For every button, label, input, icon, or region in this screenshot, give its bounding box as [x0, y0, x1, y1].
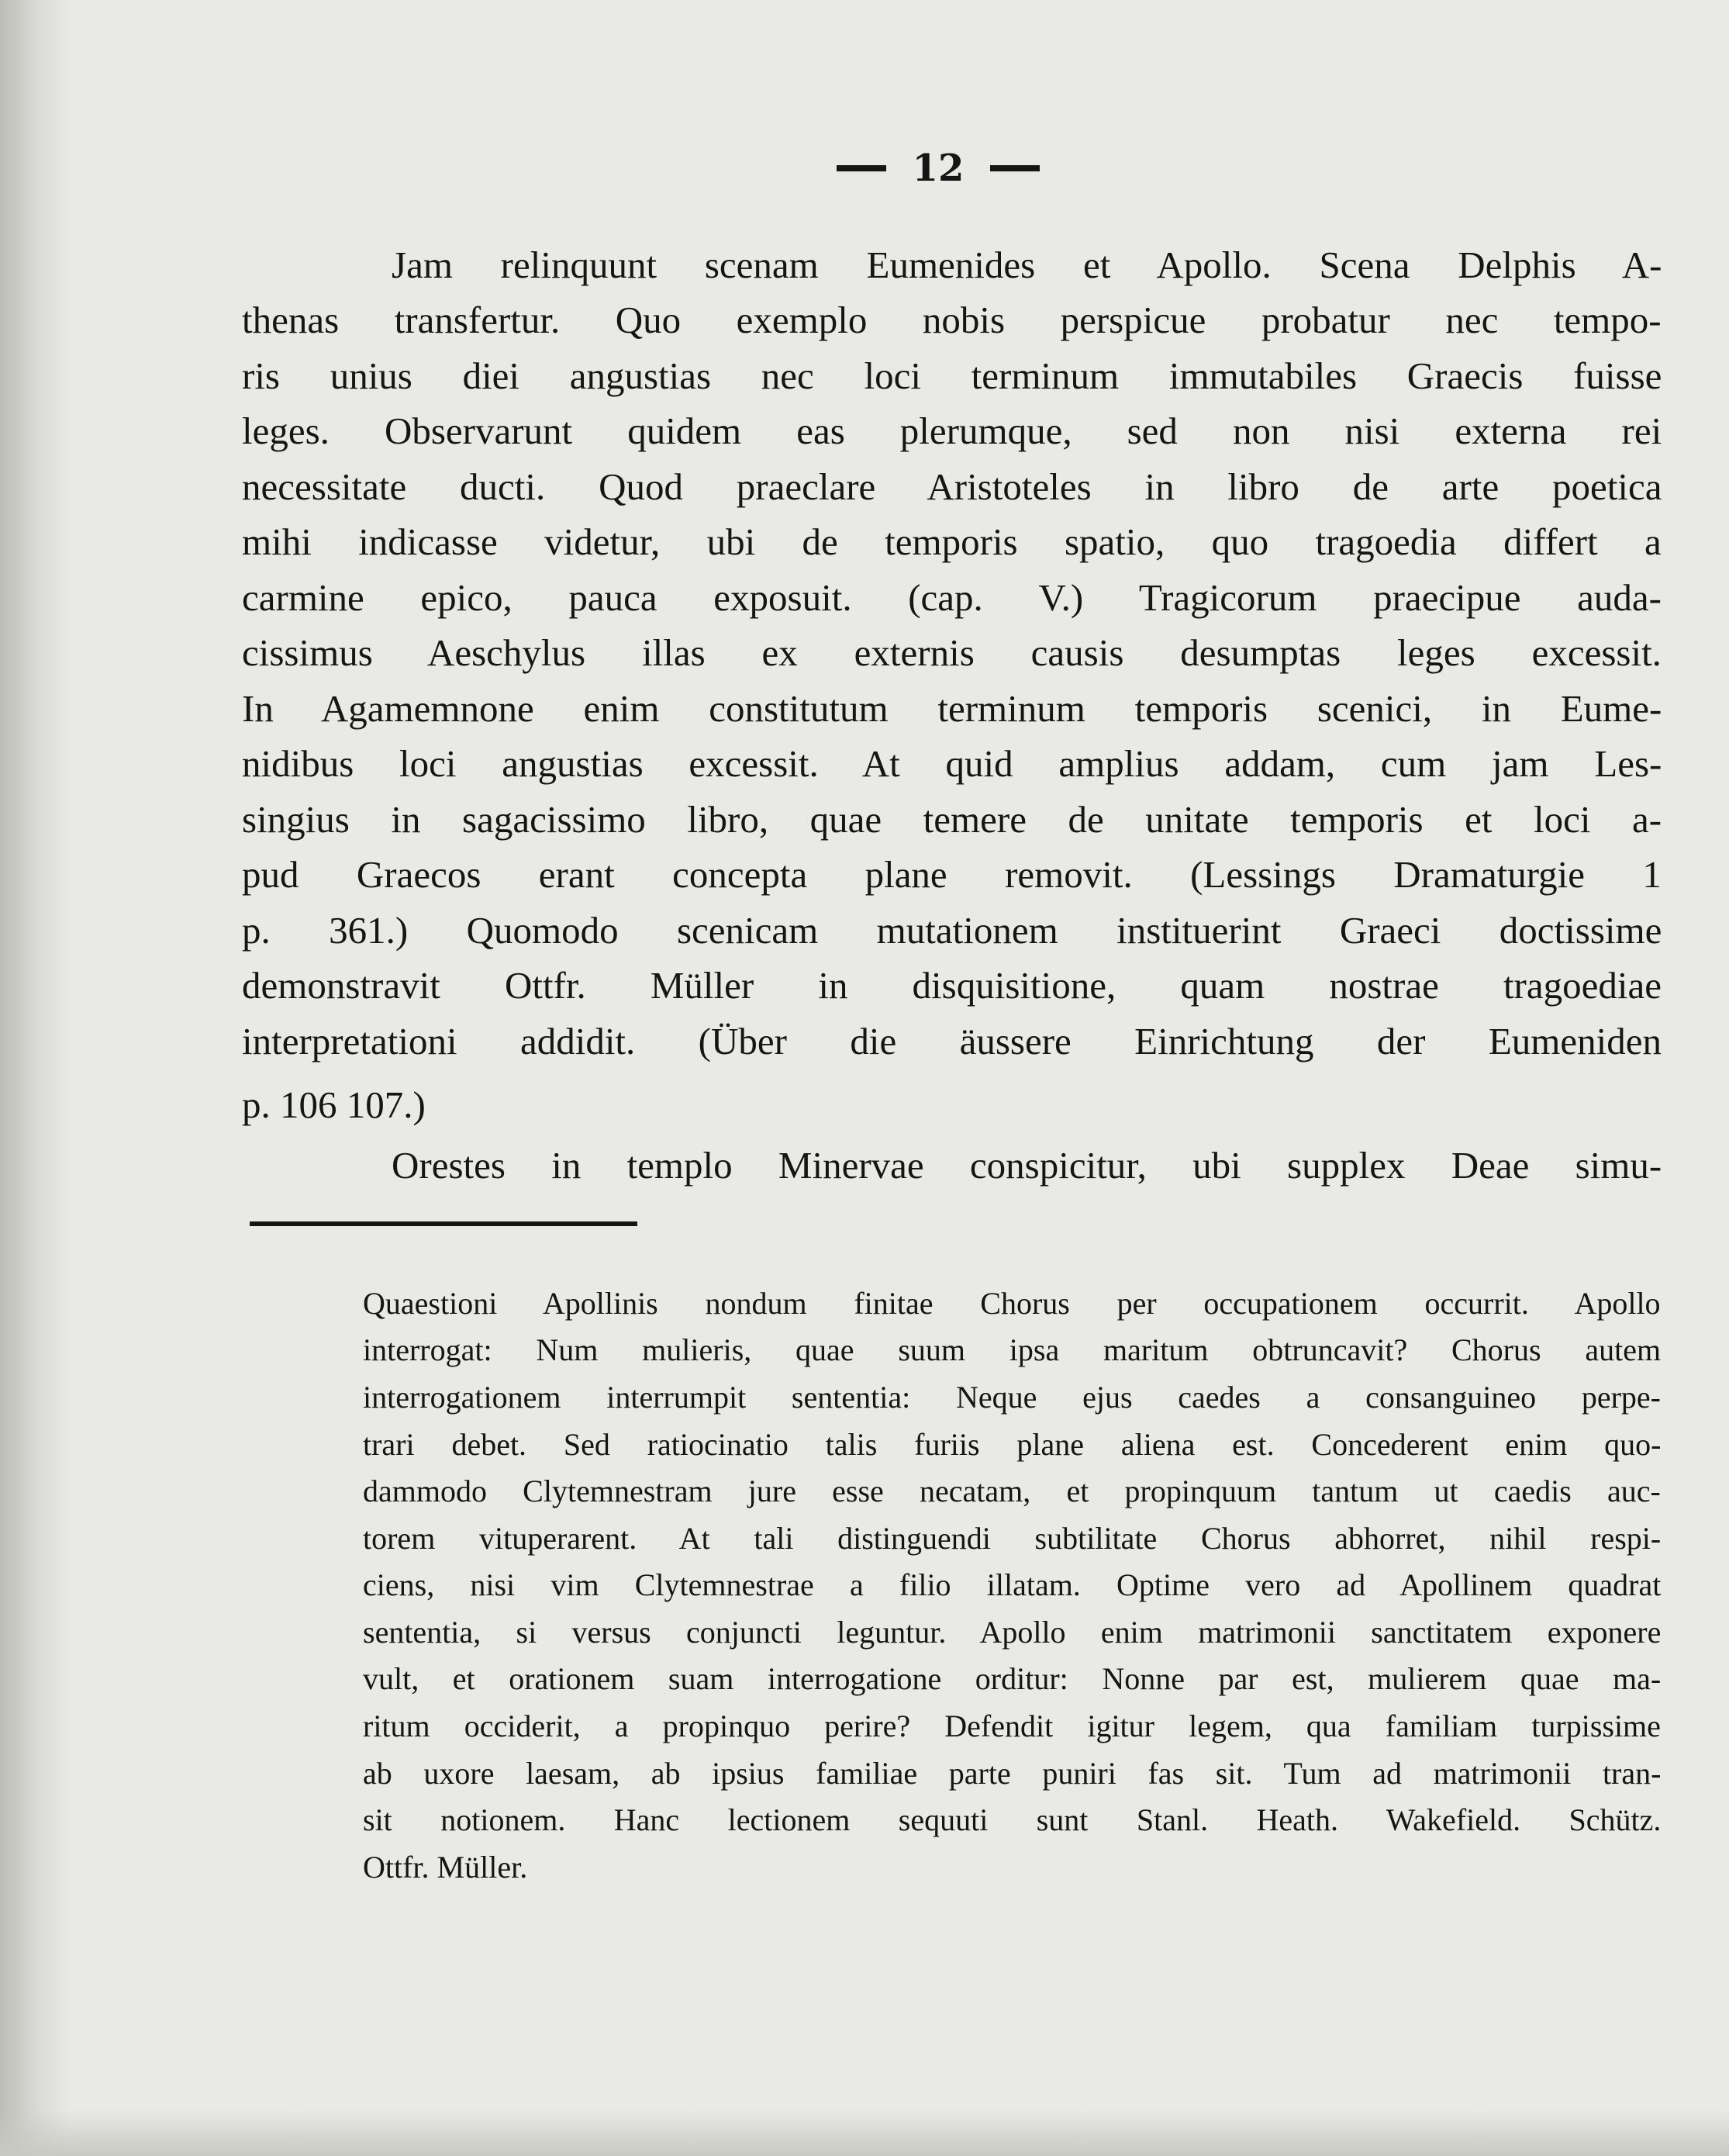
scan-bottom-shadow: [0, 2109, 1729, 2156]
main-text-line: necessitate ducti. Quod praeclare Aristoteles in libro de arte poetica: [242, 465, 1662, 508]
footnote-line: ritum occiderit, a propinquo perire? Defendit igitur legem, qua familiam turpissime: [363, 1709, 1661, 1743]
main-text-line: ris unius diei angustias nec loci terminum immutabiles Graecis fuisse: [242, 354, 1662, 397]
main-text-line: nidibus loci angustias excessit. At quid amplius addam, cum jam Les-: [242, 742, 1662, 785]
footnote-line: Ottfr. Müller.: [363, 1850, 528, 1885]
footnote-separator: [250, 1221, 637, 1226]
footnote-line: vult, et orationem suam interrogatione orditur: Nonne par est, mulierem quae ma-: [363, 1661, 1662, 1696]
footnote-line: interrogat: Num mulieris, quae suum ipsa maritum obtruncavit? Chorus autem: [363, 1332, 1662, 1367]
main-text-line: singius in sagacissimo libro, quae temere de unitate temporis et loci a-: [242, 798, 1662, 841]
main-text-line: Orestes in templo Minervae conspicitur, ubi supplex Deae simu-: [392, 1144, 1662, 1187]
main-text-line: Jam relinquunt scenam Eumenides et Apollo. Scena Delphis A-: [392, 244, 1662, 286]
footnote-line: ciens, nisi vim Clytemnestrae a filio illatam. Optime vero ad Apollinem quadrat: [363, 1567, 1662, 1602]
main-text-line: p. 106 107.): [242, 1083, 426, 1126]
footnote-line: dammodo Clytemnestram jure esse necatam, et propinquum tantum ut caedis auc-: [363, 1474, 1661, 1508]
main-text-line: pud Graecos erant concepta plane removit. (Lessings Dramaturgie 1: [242, 853, 1662, 896]
footnote-line: Quaestioni Apollinis nondum finitae Chorus per occupationem occurrit. Apollo: [363, 1286, 1661, 1321]
main-text-line: carmine epico, pauca exposuit. (cap. V.) Tragicorum praecipue auda-: [242, 576, 1662, 619]
footnote-line: torem vituperarent. At tali distinguendi subtilitate Chorus abhorret, nihil respi-: [363, 1521, 1662, 1556]
page-number-dash-left: [837, 165, 886, 171]
main-text-line: interpretationi addidit. (Über die äussere Einrichtung der Eumeniden: [242, 1020, 1662, 1062]
main-text-line: leges. Observarunt quidem eas plerumque, sed non nisi externa rei: [242, 409, 1662, 452]
footnote-line: sit notionem. Hanc lectionem sequuti sunt Stanl. Heath. Wakefield. Schütz.: [363, 1802, 1662, 1837]
footnote-line: trari debet. Sed ratiocinatio talis furiis plane aliena est. Concederent enim quo-: [363, 1427, 1662, 1462]
scan-edge-shadow: [0, 0, 70, 2156]
main-text-line: cissimus Aeschylus illas ex externis causis desumptas leges excessit.: [242, 631, 1662, 674]
main-text-line: p. 361.) Quomodo scenicam mutationem instituerint Graeci doctissime: [242, 909, 1662, 952]
main-text-line: mihi indicasse videtur, ubi de temporis spatio, quo tragoedia differt a: [242, 520, 1662, 563]
footnote-line: interrogationem interrumpit sententia: Neque ejus caedes a consanguineo perpe-: [363, 1380, 1661, 1415]
footnote-line: sententia, si versus conjuncti leguntur. Apollo enim matrimonii sanctitatem exponere: [363, 1615, 1662, 1650]
page-number-text: 12: [912, 147, 965, 190]
main-text-line: thenas transfertur. Quo exemplo nobis perspicue probatur nec tempo-: [242, 299, 1662, 341]
page-number-dash-right: [990, 165, 1040, 171]
main-text-line: demonstravit Ottfr. Müller in disquisitione, quam nostrae tragoediae: [242, 964, 1662, 1007]
main-text-line: In Agamemnone enim constitutum terminum temporis scenici, in Eume-: [242, 687, 1662, 730]
page-number: [799, 141, 1078, 195]
footnote-line: ab uxore laesam, ab ipsius familiae parte puniri fas sit. Tum ad matrimonii tran-: [363, 1756, 1662, 1791]
